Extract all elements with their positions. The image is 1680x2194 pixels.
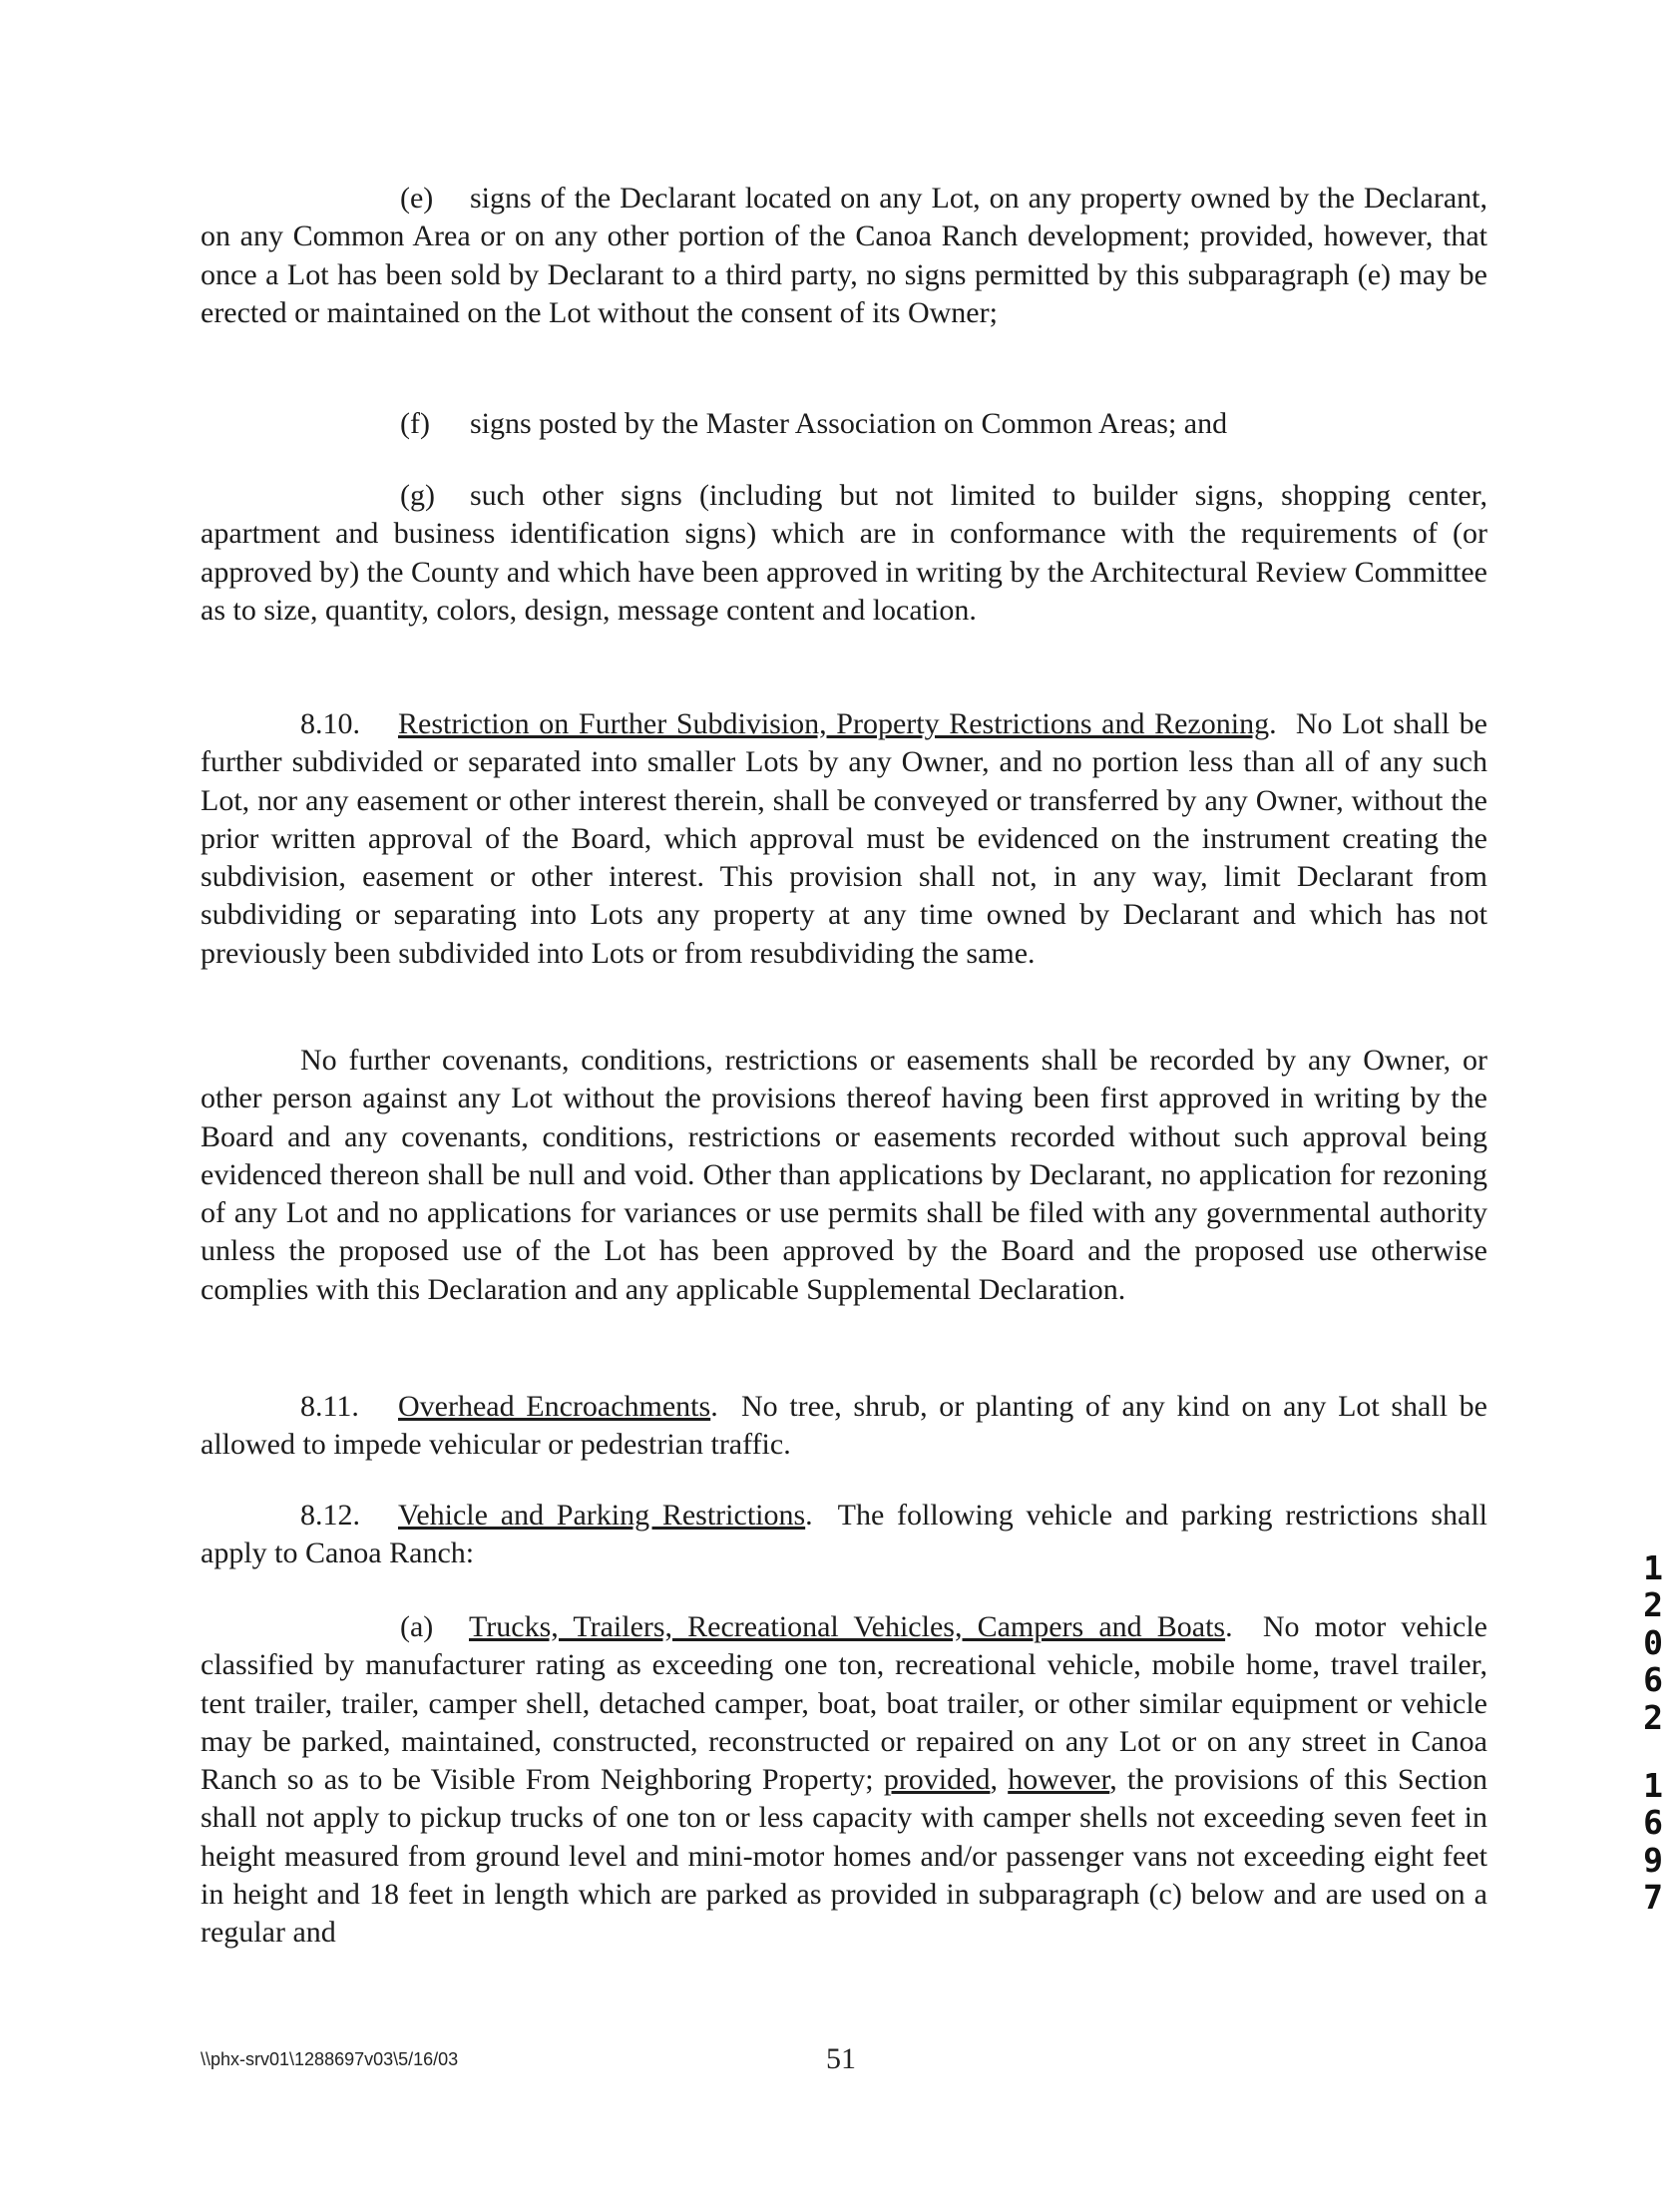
paragraph-g-text: such other signs (including but not limited to builder signs, shopping center, apartment and business identification signs) which are in conformance with the requirements of (or approved by) the County and which have been approved in writing by the Architectural Review Committee as to size, quantity, colors, design, message content and location. [201, 479, 1487, 627]
paragraph-a-text-after: the provisions of this Section shall not apply to pickup trucks of one ton or less capacity with camper shells not exceeding seven feet in height measured from ground level and mini-motor homes and/or passenger vans not exceeding eight feet in height and 18 feet in length which are parked as provided in subparagraph (c) below and are used on a regular and [201, 1763, 1488, 1950]
footer-file-path: \\phx-srv01\1288697v03\5/16/03 [201, 2049, 459, 2069]
paragraph-g-label: (g) [400, 479, 435, 512]
paragraph-a-heading: Trucks, Trailers, Recreational Vehicles, Campers and Boats [469, 1610, 1226, 1643]
section-8-12-text: The following vehicle and parking restrictions shall apply to Canoa Ranch: [201, 1499, 1487, 1570]
recording-number-stamp [1633, 1549, 1673, 1917]
stamp-digit: 6 [1643, 1803, 1663, 1843]
paragraph-a-label: (a) [400, 1610, 434, 1643]
paragraph-a-however: however [1008, 1763, 1110, 1797]
paragraph-e-text: signs of the Declarant located on any Lot, on any property owned by the Declarant, on any Common Area or on any other portion of the Canoa Ranch development; provided, however, that once a Lot has been sold by Declarant to a third party, no signs permitted by this subparagraph (e) may be erected or maintained on the Lot without the consent of its Owner; [201, 182, 1487, 329]
section-8-11-heading: Overhead Encroachments [398, 1390, 711, 1423]
stamp-digit: 9 [1643, 1840, 1663, 1880]
paragraph-e [201, 180, 1487, 332]
paragraph-a: (a) Trucks, Trailers, Recreational Vehicles, Campers and Boats. No motor vehicle classified by manufacturer rating as exceeding one ton, recreational vehicle, mobile home, travel trailer, tent trailer, trailer, camper shell, detached camper, boat, boat trailer, or other similar equipment or vehicle may be parked, maintained, constructed, reconstructed or repaired on any Lot or on any street in Canoa Ranch so as to be Visible From Neighboring Property; provided, however, the provisions of this Section shall not apply to pickup trucks of one ton or less capacity with camper shells not exceeding seven feet in height measured from ground level and mini-motor homes and/or passenger vans not exceeding eight feet in height and 18 feet in length which are parked as provided in subparagraph (c) below and are used on a regular and [201, 1610, 1488, 1950]
stamp-digit: 2 [1643, 1697, 1663, 1737]
page-number: 51 [826, 2042, 856, 2075]
section-8-11-number: 8.11. [300, 1390, 359, 1423]
paragraph-f-label: (f) [400, 407, 430, 440]
stamp-digit: 7 [1643, 1878, 1663, 1918]
paragraph-a-provided: provided [883, 1763, 991, 1797]
paragraph-g [201, 477, 1487, 630]
section-8-12-number: 8.12. [300, 1499, 360, 1532]
section-8-10-text: No Lot shall be further subdivided or separated into smaller Lots by any Owner, and no portion less than all of any such Lot, nor any easement or other interest therein, shall be conveyed or transferred by any Owner, without the prior written approval of the Board, which approval must be evidenced on the instrument creating the subdivision, easement or other interest. This provision shall not, in any way, limit Declarant from subdividing or separating into Lots any property at any time owned by Declarant and which has not previously been subdivided into Lots or from resubdividing the same. [201, 707, 1488, 970]
section-8-11-text: No tree, shrub, or planting of any kind on any Lot shall be allowed to impede vehicular or pedestrian traffic. [201, 1390, 1488, 1462]
paragraph-e-label: (e) [400, 182, 434, 215]
paragraph-f-text: signs posted by the Master Association on Common Areas; and [470, 407, 1228, 440]
section-8-10-number: 8.10. [300, 707, 360, 740]
section-8-10-continued: No further covenants, conditions, restrictions or easements shall be recorded by any Owner, or other person against any Lot without the provisions thereof having been first approved in writing by the Board and any covenants, conditions, restrictions or easements recorded without such approval being evidenced thereon shall be null and void. Other than applications by Declarant, no application for rezoning of any Lot and no applications for variances or use permits shall be filed with any governmental authority unless the proposed use of the Lot has been approved by the Board and the proposed use otherwise complies with this Declaration and any applicable Supplemental Declaration. [201, 1044, 1487, 1306]
paragraph-a-text-before: No motor vehicle classified by manufacturer rating as exceeding one ton, recreational vehicle, mobile home, travel trailer, tent trailer, trailer, camper shell, detached camper, boat, boat trailer, or other similar equipment or vehicle may be parked, maintained, constructed, reconstructed or repaired on any Lot or on any street in Canoa Ranch so as to be Visible From Neighboring Property; [201, 1610, 1487, 1797]
stamp-digit: 0 [1643, 1622, 1663, 1662]
stamp-digit: 1 [1643, 1548, 1663, 1587]
section-8-10: 8.10. Restriction on Further Subdivision, Property Restrictions and Rezoning. No Lot shall be further subdivided or separated into smaller Lots by any Owner, and no portion less than all of any such Lot, nor any easement or other interest therein, shall be conveyed or transferred by any Owner, without the prior written approval of the Board, which approval must be evidenced on the instrument creating the subdivision, easement or other interest. This provision shall not, in any way, limit Declarant from subdividing or separating into Lots any property at any time owned by Declarant and which has not previously been subdivided into Lots or from resubdividing the same. [201, 707, 1488, 970]
section-8-11: 8.11. Overhead Encroachments. No tree, shrub, or planting of any kind on any Lot shall be allowed to impede vehicular or pedestrian traffic. [201, 1390, 1488, 1462]
stamp-digit: 1 [1643, 1765, 1663, 1805]
section-8-10-heading: Restriction on Further Subdivision, Property Restrictions and Rezoning [398, 707, 1270, 740]
stamp-gap [1633, 1736, 1673, 1767]
section-8-12-heading: Vehicle and Parking Restrictions [398, 1499, 806, 1532]
stamp-digit: 6 [1643, 1660, 1663, 1700]
paragraph-f [400, 405, 1227, 443]
section-8-12: 8.12. Vehicle and Parking Restrictions. The following vehicle and parking restrictions shall apply to Canoa Ranch: [201, 1499, 1487, 1570]
stamp-digit: 2 [1643, 1585, 1663, 1625]
